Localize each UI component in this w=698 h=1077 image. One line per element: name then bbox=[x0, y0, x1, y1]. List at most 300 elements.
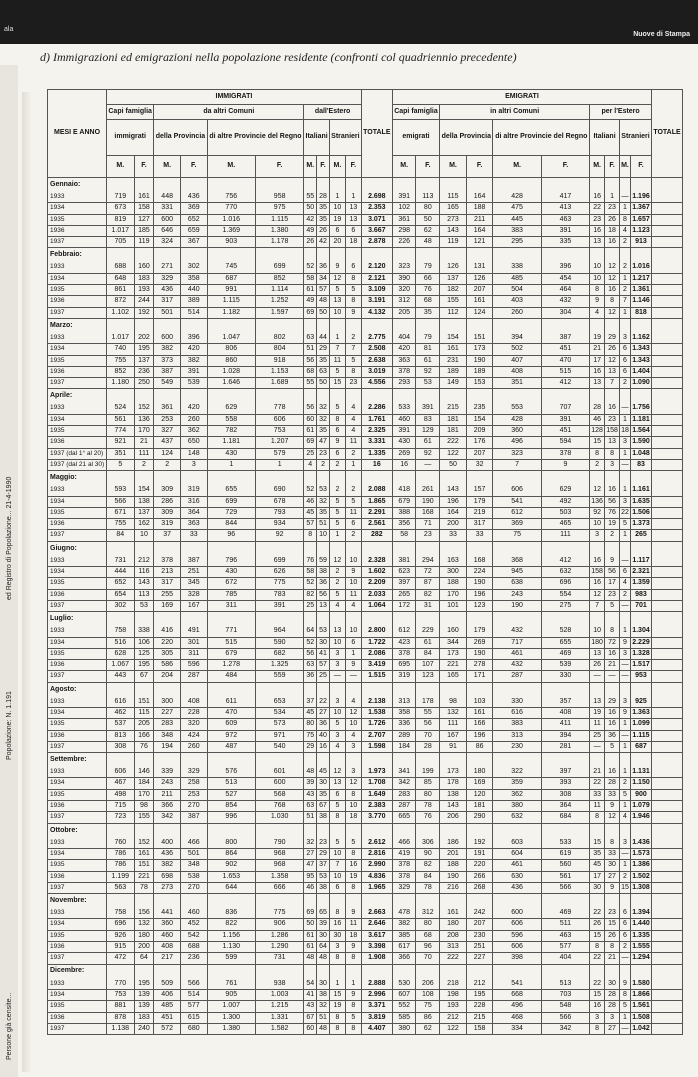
table-cell: 29 bbox=[605, 333, 620, 344]
table-cell: 460 bbox=[392, 414, 416, 425]
table-cell: 731 bbox=[107, 556, 135, 567]
table-cell: 1 bbox=[620, 860, 631, 871]
table-cell: 1.030 bbox=[255, 812, 303, 823]
table-cell: 1 bbox=[345, 648, 361, 659]
empty-cell bbox=[466, 894, 493, 909]
empty-cell bbox=[652, 671, 683, 682]
table-cell: 25 bbox=[304, 600, 317, 611]
table-cell: 269 bbox=[392, 448, 416, 459]
table-cell: 78 bbox=[416, 882, 440, 893]
table-cell: 270 bbox=[180, 882, 207, 893]
empty-cell bbox=[605, 471, 620, 486]
row-year-label: 1934 bbox=[48, 414, 107, 425]
table-cell: 617 bbox=[392, 942, 416, 953]
table-cell: 161 bbox=[466, 296, 493, 307]
table-cell: 934 bbox=[255, 519, 303, 530]
table-cell: 11 bbox=[329, 355, 345, 366]
table-cell: 775 bbox=[255, 908, 303, 919]
empty-cell bbox=[630, 823, 651, 838]
table-cell: 92 bbox=[590, 507, 605, 518]
empty-cell bbox=[329, 318, 345, 333]
table-cell: 10 bbox=[345, 578, 361, 589]
table-cell: 485 bbox=[154, 1001, 181, 1012]
table-cell: 28 bbox=[605, 778, 620, 789]
table-cell: 671 bbox=[107, 507, 135, 518]
table-cell: 195 bbox=[134, 979, 154, 990]
empty-cell bbox=[416, 471, 440, 486]
table-cell: 416 bbox=[154, 626, 181, 637]
table-cell: 35 bbox=[317, 214, 330, 225]
table-cell: 266 bbox=[466, 871, 493, 882]
table-cell: 398 bbox=[493, 953, 541, 964]
empty-cell bbox=[541, 753, 589, 768]
table-cell: 485 bbox=[493, 273, 541, 284]
table-cell: 915 bbox=[107, 942, 135, 953]
empty-cell bbox=[652, 344, 683, 355]
table-cell: 9 bbox=[590, 296, 605, 307]
empty-cell bbox=[392, 823, 416, 838]
empty-cell bbox=[652, 378, 683, 389]
table-cell: 6 bbox=[620, 567, 631, 578]
total-cell: 2.138 bbox=[361, 697, 392, 708]
table-cell: 164 bbox=[466, 192, 493, 203]
table-cell: 6 bbox=[329, 789, 345, 800]
empty-cell bbox=[134, 248, 154, 263]
table-cell: 38 bbox=[317, 567, 330, 578]
empty-cell bbox=[541, 894, 589, 909]
table-cell: 222 bbox=[440, 437, 467, 448]
table-cell: 822 bbox=[207, 919, 255, 930]
empty-cell bbox=[255, 682, 303, 697]
table-cell: 33 bbox=[440, 530, 467, 541]
table-cell: 41 bbox=[317, 648, 330, 659]
total-cell: 1.657 bbox=[630, 214, 651, 225]
total-cell: 1.538 bbox=[361, 707, 392, 718]
row-year-label: 1937 bbox=[48, 1023, 107, 1034]
sub-header-f: F. bbox=[541, 156, 589, 178]
table-cell: 6 bbox=[345, 637, 361, 648]
table-cell: 216 bbox=[440, 882, 467, 893]
table-cell: 397 bbox=[541, 767, 589, 778]
table-cell: 2 bbox=[345, 448, 361, 459]
table-cell: 6 bbox=[620, 930, 631, 941]
table-row bbox=[48, 530, 683, 541]
table-cell: 594 bbox=[541, 437, 589, 448]
row-year-label: 1936 bbox=[48, 801, 107, 812]
table-cell: 261 bbox=[416, 485, 440, 496]
table-row bbox=[48, 778, 683, 789]
table-cell: 5 bbox=[345, 355, 361, 366]
total-cell: 1.373 bbox=[630, 519, 651, 530]
table-cell: 391 bbox=[255, 600, 303, 611]
empty-cell bbox=[440, 823, 467, 838]
table-cell: 411 bbox=[541, 719, 589, 730]
table-cell: 35 bbox=[317, 203, 330, 214]
table-cell: 123 bbox=[416, 671, 440, 682]
empty-cell bbox=[590, 823, 605, 838]
empty-cell bbox=[317, 612, 330, 627]
row-year-label: 1933 bbox=[48, 333, 107, 344]
empty-cell bbox=[180, 318, 207, 333]
table-cell: 67 bbox=[304, 1012, 317, 1023]
empty-cell bbox=[255, 318, 303, 333]
table-cell: 745 bbox=[207, 262, 255, 273]
table-cell: 1 bbox=[620, 626, 631, 637]
table-cell: 151 bbox=[466, 333, 493, 344]
empty-cell bbox=[620, 389, 631, 404]
table-cell: 227 bbox=[466, 953, 493, 964]
empty-cell bbox=[493, 964, 541, 979]
row-year-label: 1934 bbox=[48, 344, 107, 355]
table-cell: 463 bbox=[541, 930, 589, 941]
table-cell: 600 bbox=[255, 778, 303, 789]
table-cell: 1.102 bbox=[107, 307, 135, 318]
table-cell: 67 bbox=[317, 801, 330, 812]
empty-cell bbox=[652, 178, 683, 193]
table-cell: 15 bbox=[590, 838, 605, 849]
table-cell: 4 bbox=[345, 414, 361, 425]
row-year-label: 1936 bbox=[48, 942, 107, 953]
table-row bbox=[48, 637, 683, 648]
table-cell: 192 bbox=[134, 307, 154, 318]
table-cell: 30 bbox=[317, 637, 330, 648]
total-cell: 3.019 bbox=[361, 366, 392, 377]
table-cell: 364 bbox=[180, 507, 207, 518]
table-cell: 190 bbox=[440, 871, 467, 882]
empty-cell bbox=[652, 307, 683, 318]
table-cell: 19 bbox=[329, 214, 345, 225]
table-cell: 8 bbox=[345, 953, 361, 964]
total-cell: 2.033 bbox=[361, 589, 392, 600]
table-cell: 5 bbox=[620, 1001, 631, 1012]
table-cell: 918 bbox=[255, 355, 303, 366]
table-cell: 13 bbox=[345, 214, 361, 225]
empty-cell bbox=[107, 682, 135, 697]
table-cell: 1 bbox=[620, 767, 631, 778]
table-cell: 382 bbox=[154, 344, 181, 355]
table-cell: 61 bbox=[416, 355, 440, 366]
table-cell: 30 bbox=[590, 882, 605, 893]
table-cell: 27 bbox=[605, 1023, 620, 1034]
row-year-label: 1933 bbox=[48, 626, 107, 637]
table-cell: 311 bbox=[180, 648, 207, 659]
table-cell: 330 bbox=[493, 697, 541, 708]
table-cell: 487 bbox=[207, 741, 255, 752]
table-row bbox=[48, 871, 683, 882]
empty-cell bbox=[345, 612, 361, 627]
row-year-label: 1937 bbox=[48, 530, 107, 541]
table-cell: 29 bbox=[317, 848, 330, 859]
empty-cell bbox=[652, 248, 683, 263]
empty-cell bbox=[652, 989, 683, 1000]
empty-cell bbox=[107, 178, 135, 193]
table-cell: — bbox=[605, 671, 620, 682]
empty-cell bbox=[466, 682, 493, 697]
empty-cell bbox=[304, 823, 317, 838]
table-cell: 467 bbox=[107, 778, 135, 789]
table-cell: 287 bbox=[493, 671, 541, 682]
table-cell: 80 bbox=[416, 203, 440, 214]
table-cell: 32 bbox=[466, 459, 493, 470]
empty-cell bbox=[345, 541, 361, 556]
table-cell: 42 bbox=[317, 237, 330, 248]
table-cell: 388 bbox=[392, 507, 416, 518]
table-cell: — bbox=[620, 192, 631, 203]
table-cell: 5 bbox=[329, 719, 345, 730]
table-cell: 698 bbox=[154, 871, 181, 882]
row-year-label: 1937 (dal 1° al 20) bbox=[48, 448, 107, 459]
table-cell: 363 bbox=[180, 519, 207, 530]
table-cell: 260 bbox=[180, 414, 207, 425]
table-cell: 29 bbox=[317, 344, 330, 355]
table-cell: 10 bbox=[329, 707, 345, 718]
table-header bbox=[48, 90, 683, 178]
table-cell: 160 bbox=[134, 262, 154, 273]
table-cell: 3 bbox=[620, 697, 631, 708]
table-cell: 1.380 bbox=[255, 225, 303, 236]
table-cell: 48 bbox=[317, 1023, 330, 1034]
row-year-label: 1936 bbox=[48, 871, 107, 882]
total-cell: 4.836 bbox=[361, 871, 392, 882]
empty-cell bbox=[416, 389, 440, 404]
total-cell: 1.502 bbox=[630, 871, 651, 882]
table-cell: 126 bbox=[466, 273, 493, 284]
empty-cell bbox=[361, 894, 392, 909]
table-cell: 35 bbox=[416, 307, 440, 318]
month-label: Luglio: bbox=[48, 612, 107, 627]
table-cell: 60 bbox=[304, 414, 317, 425]
empty-cell bbox=[440, 964, 467, 979]
table-cell: 76 bbox=[416, 285, 440, 296]
table-cell: 528 bbox=[541, 626, 589, 637]
table-cell: 30 bbox=[329, 930, 345, 941]
table-cell: 10 bbox=[329, 637, 345, 648]
table-cell: 1.114 bbox=[255, 285, 303, 296]
table-cell: 4 bbox=[590, 307, 605, 318]
table-cell: 5 bbox=[329, 589, 345, 600]
table-cell: — bbox=[620, 730, 631, 741]
empty-cell bbox=[392, 682, 416, 697]
empty-cell bbox=[345, 682, 361, 697]
table-cell: 770 bbox=[207, 203, 255, 214]
table-cell: 4 bbox=[620, 812, 631, 823]
table-cell: 358 bbox=[392, 707, 416, 718]
table-cell: 541 bbox=[493, 979, 541, 990]
row-year-label: 1936 bbox=[48, 1012, 107, 1023]
table-cell: 290 bbox=[466, 812, 493, 823]
table-cell: 9 bbox=[329, 262, 345, 273]
table-cell: 420 bbox=[180, 403, 207, 414]
table-cell: 82 bbox=[416, 860, 440, 871]
table-cell: 98 bbox=[440, 697, 467, 708]
table-cell: 162 bbox=[134, 519, 154, 530]
empty-cell bbox=[329, 248, 345, 263]
total-cell: 2.638 bbox=[361, 355, 392, 366]
table-cell: 5 bbox=[329, 403, 345, 414]
sub-header-m: M. bbox=[620, 156, 631, 178]
table-cell: 3 bbox=[329, 942, 345, 953]
empty-cell bbox=[180, 753, 207, 768]
empty-cell bbox=[590, 248, 605, 263]
table-cell: — bbox=[416, 459, 440, 470]
table-cell: 10 bbox=[345, 801, 361, 812]
total-cell: 3.419 bbox=[361, 660, 392, 671]
table-cell: 387 bbox=[180, 556, 207, 567]
empty-cell bbox=[107, 318, 135, 333]
empty-cell bbox=[207, 894, 255, 909]
table-cell: 5 bbox=[345, 838, 361, 849]
month-header-row bbox=[48, 318, 683, 333]
total-cell: 1.361 bbox=[630, 285, 651, 296]
row-year-label: 1937 bbox=[48, 378, 107, 389]
table-cell: 84 bbox=[107, 530, 135, 541]
table-cell: 57 bbox=[317, 660, 330, 671]
table-row bbox=[48, 414, 683, 425]
total-cell: 2.383 bbox=[361, 801, 392, 812]
month-header-row bbox=[48, 612, 683, 627]
empty-cell bbox=[304, 178, 317, 193]
table-cell: 2 bbox=[620, 871, 631, 882]
table-cell: 404 bbox=[541, 953, 589, 964]
table-row bbox=[48, 942, 683, 953]
table-cell: 236 bbox=[180, 953, 207, 964]
table-cell: 6 bbox=[329, 426, 345, 437]
table-cell: 668 bbox=[493, 989, 541, 1000]
table-cell: 22 bbox=[590, 908, 605, 919]
table-cell: 298 bbox=[392, 225, 416, 236]
table-cell: 281 bbox=[541, 741, 589, 752]
empty-cell bbox=[652, 778, 683, 789]
table-cell: 300 bbox=[154, 697, 181, 708]
empty-cell bbox=[392, 753, 416, 768]
table-cell: 81 bbox=[416, 344, 440, 355]
total-cell: 1.090 bbox=[630, 378, 651, 389]
empty-cell bbox=[392, 178, 416, 193]
row-year-label: 1935 bbox=[48, 860, 107, 871]
table-cell: 8 bbox=[345, 848, 361, 859]
table-cell: 397 bbox=[392, 578, 416, 589]
table-cell: 219 bbox=[466, 507, 493, 518]
table-cell: 8 bbox=[590, 812, 605, 823]
table-cell: 224 bbox=[466, 567, 493, 578]
table-cell: 8 bbox=[590, 448, 605, 459]
row-year-label: 1934 bbox=[48, 637, 107, 648]
empty-cell bbox=[304, 964, 317, 979]
empty-cell bbox=[630, 682, 651, 697]
empty-cell bbox=[652, 366, 683, 377]
table-cell: 391 bbox=[541, 225, 589, 236]
table-cell: 154 bbox=[440, 333, 467, 344]
empty-cell bbox=[605, 389, 620, 404]
table-cell: 154 bbox=[466, 414, 493, 425]
empty-cell bbox=[440, 248, 467, 263]
table-cell: 29 bbox=[605, 697, 620, 708]
table-cell: 64 bbox=[304, 626, 317, 637]
empty-cell bbox=[207, 318, 255, 333]
table-cell: 389 bbox=[180, 296, 207, 307]
empty-cell bbox=[652, 192, 683, 203]
empty-cell bbox=[630, 318, 651, 333]
table-cell: 16 bbox=[605, 403, 620, 414]
total-cell: 818 bbox=[630, 307, 651, 318]
table-cell: 51 bbox=[304, 344, 317, 355]
empty-cell bbox=[304, 682, 317, 697]
table-cell: 23 bbox=[605, 589, 620, 600]
table-cell: 8 bbox=[590, 1023, 605, 1034]
table-cell: 513 bbox=[541, 979, 589, 990]
table-cell: 659 bbox=[180, 225, 207, 236]
table-cell: 844 bbox=[207, 519, 255, 530]
table-cell: 12 bbox=[329, 556, 345, 567]
table-cell: 492 bbox=[541, 496, 589, 507]
col-della-provincia: della Provincia bbox=[154, 120, 207, 156]
empty-cell bbox=[630, 541, 651, 556]
table-cell: 236 bbox=[134, 366, 154, 377]
table-cell: 430 bbox=[207, 448, 255, 459]
total-cell: 1.580 bbox=[630, 979, 651, 990]
table-cell: 3 bbox=[329, 660, 345, 671]
empty-cell bbox=[345, 823, 361, 838]
col-della-provincia-e: della Provincia bbox=[440, 120, 493, 156]
empty-cell bbox=[652, 414, 683, 425]
empty-cell bbox=[620, 248, 631, 263]
table-cell: 648 bbox=[107, 273, 135, 284]
table-cell: 335 bbox=[541, 237, 589, 248]
table-cell: 182 bbox=[440, 285, 467, 296]
table-cell: 243 bbox=[154, 778, 181, 789]
table-cell: 8 bbox=[605, 448, 620, 459]
col-in-altri-comuni: in altri Comuni bbox=[440, 105, 590, 120]
table-cell: 316 bbox=[180, 496, 207, 507]
total-cell: 1.363 bbox=[630, 707, 651, 718]
table-cell: 10 bbox=[329, 203, 345, 214]
empty-cell bbox=[652, 296, 683, 307]
table-cell: 469 bbox=[541, 648, 589, 659]
table-cell: 71 bbox=[416, 519, 440, 530]
empty-cell bbox=[361, 612, 392, 627]
table-cell: 154 bbox=[134, 485, 154, 496]
table-cell: 313 bbox=[493, 730, 541, 741]
table-cell: 55 bbox=[416, 707, 440, 718]
table-cell: 1 bbox=[620, 1012, 631, 1023]
table-cell: 991 bbox=[207, 285, 255, 296]
empty-cell bbox=[466, 541, 493, 556]
table-cell: 95 bbox=[304, 871, 317, 882]
empty-cell bbox=[317, 753, 330, 768]
table-cell: 17 bbox=[590, 871, 605, 882]
table-cell: 387 bbox=[154, 366, 181, 377]
table-cell: 158 bbox=[466, 1023, 493, 1034]
total-cell: 2.646 bbox=[361, 919, 392, 930]
total-cell: 2.888 bbox=[361, 979, 392, 990]
row-year-label: 1936 bbox=[48, 730, 107, 741]
table-cell: 566 bbox=[180, 979, 207, 990]
table-cell: 50 bbox=[317, 307, 330, 318]
empty-cell bbox=[493, 178, 541, 193]
empty-cell bbox=[652, 637, 683, 648]
table-cell: 8 bbox=[345, 789, 361, 800]
table-cell: 1.325 bbox=[255, 660, 303, 671]
empty-cell bbox=[416, 964, 440, 979]
table-cell: 23 bbox=[605, 414, 620, 425]
table-cell: 437 bbox=[154, 437, 181, 448]
empty-cell bbox=[329, 612, 345, 627]
table-cell: 408 bbox=[541, 707, 589, 718]
table-cell: 6 bbox=[620, 355, 631, 366]
total-cell: 2.663 bbox=[361, 908, 392, 919]
table-cell: 220 bbox=[466, 860, 493, 871]
total-cell: 1.150 bbox=[630, 778, 651, 789]
